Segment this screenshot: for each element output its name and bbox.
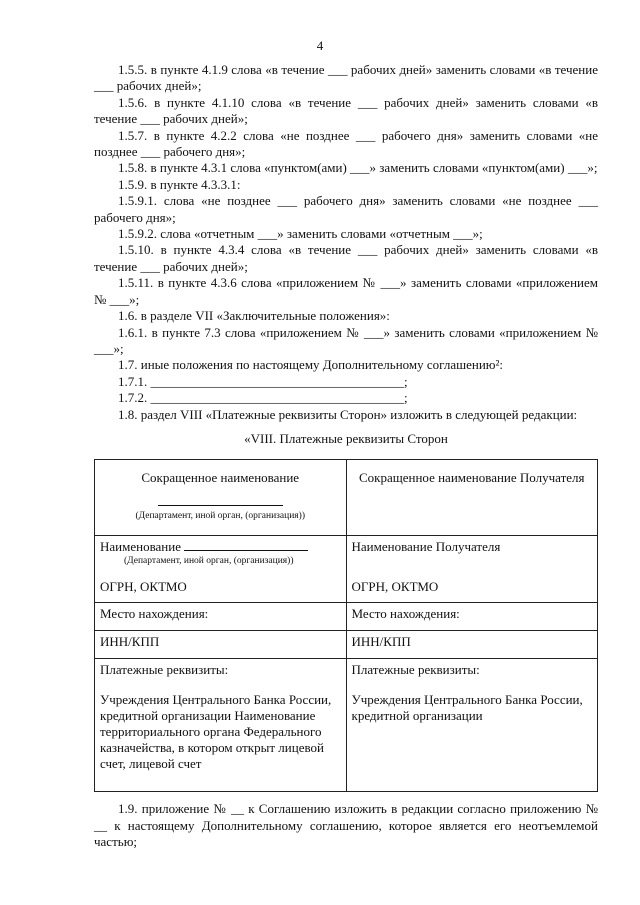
right-inn: ИНН/КПП [346,631,598,659]
left-payment-label: Платежные реквизиты: [100,662,229,678]
left-payment-cell [95,659,347,792]
right-header-text: Сокращенное наименование Получателя [358,470,585,486]
left-name-cell [95,536,347,603]
left-name-note: (Департамент, иной орган, (организация)) [124,556,294,567]
left-bank-text: Учреждения Центрального Банка России, кредитной организации Наименование территориального органа Федерального казначейства, в котором открыт лицевой счет, лицевой счет [100,692,332,772]
item-1-5-5: 1.5.5. в пункте 4.1.9 слова «в течение ___ рабочих дней» заменить словами «в течение ___ рабочих дней»; [94,62,598,94]
left-inn: ИНН/КПП [95,631,347,659]
table-row [95,603,598,631]
right-ogrn: ОГРН, ОКТМО [351,579,439,595]
document-body [94,62,598,851]
left-header-note: (Департамент, иной орган, (организация)) [135,511,305,522]
item-1-7-1: 1.7.1. _______________________________________; [118,373,408,389]
item-1-5-11: 1.5.11. в пункте 4.3.6 слова «приложением № ___» заменить словами «приложением № ___»; [94,275,598,307]
table-row [95,536,598,603]
table-row [95,659,598,792]
left-header-blank [158,505,283,506]
item-1-5-9-2: 1.5.9.2. слова «отчетным ___» заменить словами «отчетным ___»; [118,226,483,242]
table-row [95,460,598,536]
item-1-9: 1.9. приложение № __ к Соглашению изложить в редакции согласно приложению № __ к настоящему Дополнительному соглашению, которое является его неотъемлемой частью; [94,801,598,850]
right-name: Наименование Получателя [351,539,501,555]
left-header-text: Сокращенное наименование [141,470,300,486]
item-1-5-7: 1.5.7. в пункте 4.2.2 слова «не позднее ___ рабочего дня» заменить словами «не позднее ___ рабочего дня»; [94,127,598,160]
section-title: «VIII. Платежные реквизиты Сторон [244,430,448,446]
item-1-5-6: 1.5.6. в пункте 4.1.10 слова «в течение ___ рабочих дней» заменить словами «в течение ___ рабочих дней»; [94,94,598,127]
table-row [95,631,598,659]
item-1-7-2: 1.7.2. _______________________________________; [118,390,408,406]
right-name-cell [346,536,598,603]
item-1-5-10: 1.5.10. в пункте 4.3.4 слова «в течение ___ рабочих дней» заменить словами «в течение ___ рабочих дней»; [94,242,598,274]
right-payment-label: Платежные реквизиты: [351,662,480,678]
item-1-5-9-1: 1.5.9.1. слова «не позднее ___ рабочего дня» заменить словами «не позднее ___ рабочего дня»; [94,193,598,225]
payment-details-table [94,459,598,792]
right-payment-cell [346,659,598,792]
item-1-6: 1.6. в разделе VII «Заключительные положения»: [118,308,390,324]
item-1-6-1: 1.6.1. в пункте 7.3 слова «приложением № ___» заменить словами «приложением № ___»; [94,324,598,356]
right-bank-text: Учреждения Центрального Банка России, кредитной организации [351,692,583,724]
page-number: 4 [316,38,324,53]
left-name-blank [184,550,308,551]
left-ogrn: ОГРН, ОКТМО [100,579,187,595]
item-1-5-9: 1.5.9. в пункте 4.3.3.1: [118,176,241,192]
left-location: Место нахождения: [95,603,347,631]
right-header-cell [346,460,598,536]
right-location: Место нахождения: [346,603,598,631]
item-1-5-8: 1.5.8. в пункте 4.3.1 слова «пунктом(ами) ___» заменить словами «пунктом(ами) ___»; [118,160,598,176]
item-1-7: 1.7. иные положения по настоящему Дополнительному соглашению²: [118,357,504,373]
left-name-label: Наименование [100,539,181,555]
item-1-8: 1.8. раздел VIII «Платежные реквизиты Сторон» изложить в следующей редакции: [118,406,578,422]
left-header-cell [95,460,347,536]
